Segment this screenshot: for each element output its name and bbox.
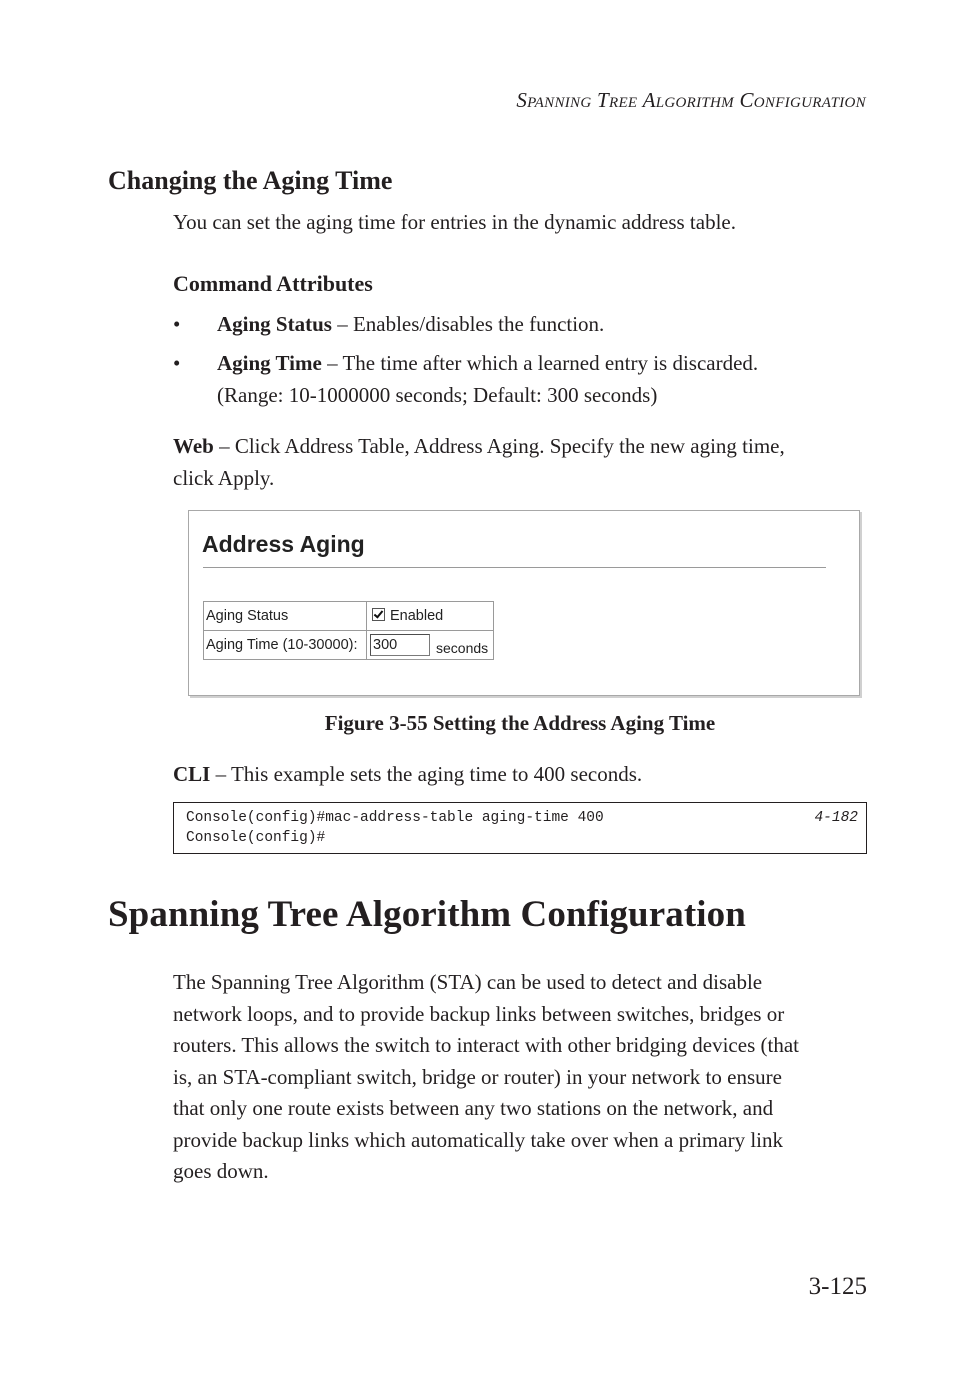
attribute-term: Aging Status: [217, 312, 332, 336]
attribute-range: (Range: 10-1000000 seconds; Default: 300 seconds): [217, 382, 658, 407]
page-number: 3-125: [808, 1273, 867, 1300]
bullet-glyph: •: [173, 351, 181, 375]
web-instructions: [173, 431, 873, 494]
bullet-glyph: •: [173, 312, 181, 336]
paragraph-line: routers. This allows the switch to interact with other bridging devices (that: [173, 1033, 799, 1057]
code-reference: 4-182: [814, 810, 858, 826]
paragraph-line: provide backup links which automatically take over when a primary link: [173, 1127, 783, 1152]
aging-status-value: Enabled: [390, 608, 444, 624]
attribute-description: – The time after which a learned entry is discarded.: [321, 351, 759, 375]
code-line: Console(config)#: [186, 830, 326, 846]
aging-status-cell: [367, 602, 494, 631]
attribute-description: – Enables/disables the function.: [331, 312, 605, 336]
attribute-aging-time: [217, 348, 867, 411]
intro-paragraph: You can set the aging time for entries in the dynamic address table.: [173, 210, 736, 234]
aging-time-label: Aging Time (10-30000):: [204, 631, 367, 660]
cli-text: – This example sets the aging time to 400 seconds.: [210, 762, 643, 786]
cli-code-block: [173, 802, 867, 854]
command-attributes-heading: Command Attributes: [173, 271, 373, 296]
figure-caption: Figure 3-55 Setting the Address Aging Time: [324, 711, 716, 735]
sta-paragraph: [173, 967, 873, 1188]
table-row: [204, 631, 494, 660]
aging-time-cell: [367, 631, 494, 660]
ui-title-divider: [203, 567, 826, 568]
paragraph-line: The Spanning Tree Algorithm (STA) can be used to detect and disable: [173, 970, 763, 994]
paragraph-line: that only one route exists between any two stations on the network, and: [173, 1096, 774, 1120]
attribute-term: Aging Time: [217, 351, 322, 375]
ui-page-title: Address Aging: [202, 531, 365, 557]
code-line: Console(config)#mac-address-table aging-time 400: [186, 810, 604, 826]
web-text-continued: click Apply.: [173, 465, 275, 490]
aging-time-input[interactable]: 300: [370, 634, 430, 656]
chapter-title: Spanning Tree Algorithm Configuration: [108, 894, 746, 935]
paragraph-line: goes down.: [173, 1159, 269, 1183]
aging-status-label: Aging Status: [204, 602, 367, 631]
paragraph-line: is, an STA-compliant switch, bridge or router) in your network to ensure: [173, 1064, 782, 1089]
attribute-aging-status: [217, 309, 867, 341]
running-header: Spanning Tree Algorithm Configuration: [516, 88, 866, 112]
paragraph-line: network loops, and to provide backup links between switches, bridges or: [173, 1001, 785, 1026]
address-aging-screenshot: [188, 510, 860, 696]
web-text: – Click Address Table, Address Aging. Specify the new aging time,: [213, 434, 785, 458]
web-term: Web: [173, 434, 214, 458]
section-heading: Changing the Aging Time: [108, 166, 393, 195]
table-row: [204, 602, 494, 631]
cli-term: CLI: [173, 762, 211, 786]
aging-status-checkbox[interactable]: [372, 608, 385, 621]
aging-time-unit: seconds: [436, 639, 489, 656]
cli-instructions: [173, 759, 642, 791]
aging-settings-table: [203, 601, 494, 660]
